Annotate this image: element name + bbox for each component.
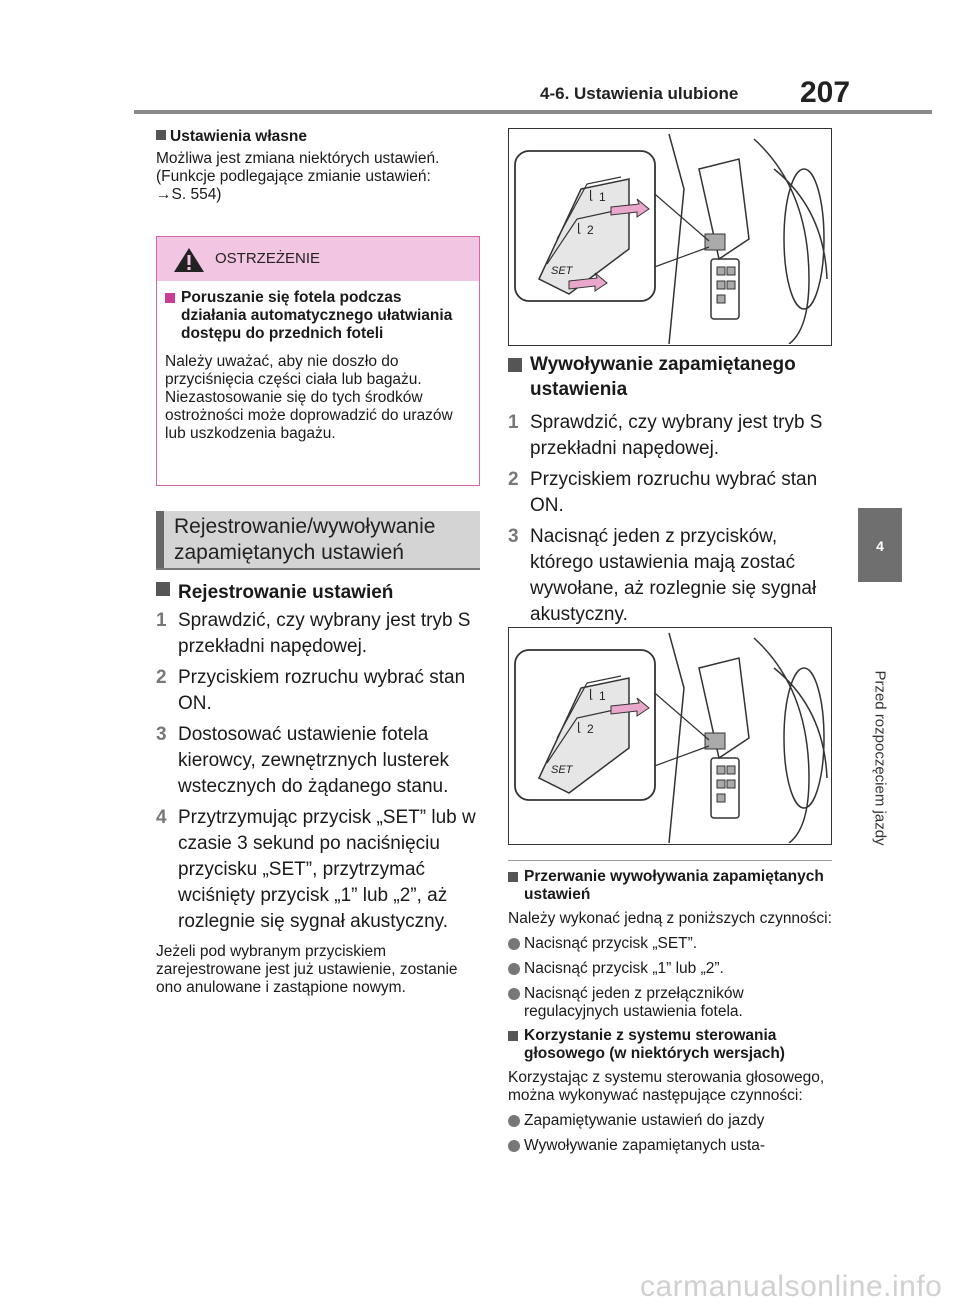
square-bullet-icon bbox=[508, 872, 518, 882]
bullet-icon bbox=[508, 938, 520, 950]
register-step: 1 Sprawdzić, czy wybrany jest tryb S przekładni napędowej. bbox=[156, 610, 471, 657]
banner-rule bbox=[156, 568, 480, 570]
svg-text:⌊: ⌊ bbox=[577, 221, 582, 235]
warning-text: Należy uważać, aby nie doszło do przyciśnięcia części ciała lub bagażu. Niezastosowanie się do tych środków ostrożności może doprowadzić do urazów lub uszkodzenia bagażu. bbox=[165, 353, 453, 442]
register-step: 2 Przyciskiem rozruchu wybrać stan ON. bbox=[156, 667, 466, 714]
own-settings-text: Możliwa jest zmiana niektórych ustawień. (Funkcje podlegające zmianie ustawień: →S. 554) bbox=[156, 150, 440, 203]
voice-text: Korzystając z systemu sterowania głosowego, można wykonywać następujące czynności: bbox=[508, 1069, 825, 1104]
bullet-icon bbox=[508, 1140, 520, 1152]
svg-text:⌊: ⌊ bbox=[589, 687, 594, 701]
own-settings-section bbox=[156, 128, 480, 204]
header-rule bbox=[134, 110, 932, 114]
section-title: 4-6. Ustawienia ulubione bbox=[540, 84, 739, 103]
button-1-label: 1 bbox=[599, 190, 606, 204]
voice-heading: Korzystanie z systemu sterowania głosowego (w niektórych wersjach) bbox=[524, 1027, 785, 1062]
recall-step: 3 Nacisnąć jeden z przycisków, którego ustawienia mają zostać wywołane, aż rozlegnie się sygnał akustyczny. bbox=[508, 526, 817, 625]
square-bullet-icon bbox=[156, 582, 170, 596]
square-bullet-icon bbox=[508, 1031, 518, 1041]
door-panel-drawing bbox=[509, 628, 830, 843]
section-banner: Rejestrowanie/wywoływanie zapamiętanych ustawień bbox=[156, 511, 480, 569]
register-heading: Rejestrowanie ustawień bbox=[178, 582, 394, 603]
seat-memory-illustration-recall bbox=[508, 627, 832, 845]
set-button-label: SET bbox=[551, 265, 573, 277]
pink-square-icon bbox=[165, 293, 175, 303]
recall-step: 1 Sprawdzić, czy wybrany jest tryb S przekładni napędowej. bbox=[508, 412, 823, 459]
button-1-label: 1 bbox=[599, 689, 606, 703]
list-item: Zapamiętywanie ustawień do jazdy bbox=[508, 1112, 832, 1130]
button-2-label: 2 bbox=[587, 223, 594, 237]
door-panel-drawing bbox=[509, 129, 830, 344]
interrupt-section bbox=[508, 868, 832, 1155]
page-number: 207 bbox=[800, 76, 851, 109]
seat-memory-illustration-register bbox=[508, 128, 832, 346]
warning-subheading: Poruszanie się fotela podczas działania automatycznego ułatwiania dostępu do przednich foteli bbox=[181, 289, 453, 342]
warning-title: OSTRZEŻENIE bbox=[215, 250, 321, 267]
register-section bbox=[156, 580, 480, 997]
list-item: Nacisnąć przycisk „1” lub „2”. bbox=[508, 960, 832, 978]
own-settings-heading: Ustawienia własne bbox=[170, 128, 307, 145]
list-item: Nacisnąć przycisk „SET”. bbox=[508, 935, 832, 953]
interrupt-text: Należy wykonać jedną z poniższych czynności: bbox=[508, 910, 832, 927]
warning-box bbox=[156, 236, 480, 486]
bullet-icon bbox=[508, 988, 520, 1000]
register-step: 3 Dostosować ustawienie fotela kierowcy, zewnętrznych lusterek wstecznych do żądanego stanu. bbox=[156, 724, 450, 797]
warning-triangle-icon bbox=[173, 247, 205, 273]
svg-text:⌊: ⌊ bbox=[589, 188, 594, 202]
register-note: Jeżeli pod wybranym przyciskiem zarejestrowane jest już ustawienie, zostanie ono anulowane i zastąpione nowym. bbox=[156, 943, 458, 996]
watermark: carmanualsonline.info bbox=[640, 1270, 943, 1303]
section-divider bbox=[508, 860, 832, 861]
button-2-label: 2 bbox=[587, 722, 594, 736]
chapter-label: Przed rozpoczęciem jazdy bbox=[871, 670, 889, 846]
set-button-label: SET bbox=[551, 764, 573, 776]
bullet-icon bbox=[508, 963, 520, 975]
register-step: 4 Przytrzymując przycisk „SET” lub w czasie 3 sekund po naciśnięciu przycisku „SET”, przytrzymać wciśnięty przycisk „1” lub „2”, aż rozlegnie się sygnał akustyczny. bbox=[156, 807, 476, 932]
recall-section bbox=[508, 352, 832, 628]
list-item: Nacisnąć jeden z przełączników regulacyjnych ustawienia fotela. bbox=[508, 985, 832, 1021]
list-item: Wywoływanie zapamiętanych usta- bbox=[508, 1137, 832, 1155]
svg-text:⌊: ⌊ bbox=[577, 720, 582, 734]
bullet-icon bbox=[508, 1115, 520, 1127]
square-bullet-icon bbox=[508, 358, 522, 372]
warning-header bbox=[157, 237, 479, 281]
interrupt-heading: Przerwanie wywoływania zapamiętanych ustawień bbox=[524, 868, 824, 903]
chapter-tab: 4 bbox=[858, 508, 902, 582]
recall-heading: Wywoływanie zapamiętanego ustawienia bbox=[530, 354, 796, 400]
square-bullet-icon bbox=[156, 130, 166, 140]
recall-step: 2 Przyciskiem rozruchu wybrać stan ON. bbox=[508, 469, 818, 516]
